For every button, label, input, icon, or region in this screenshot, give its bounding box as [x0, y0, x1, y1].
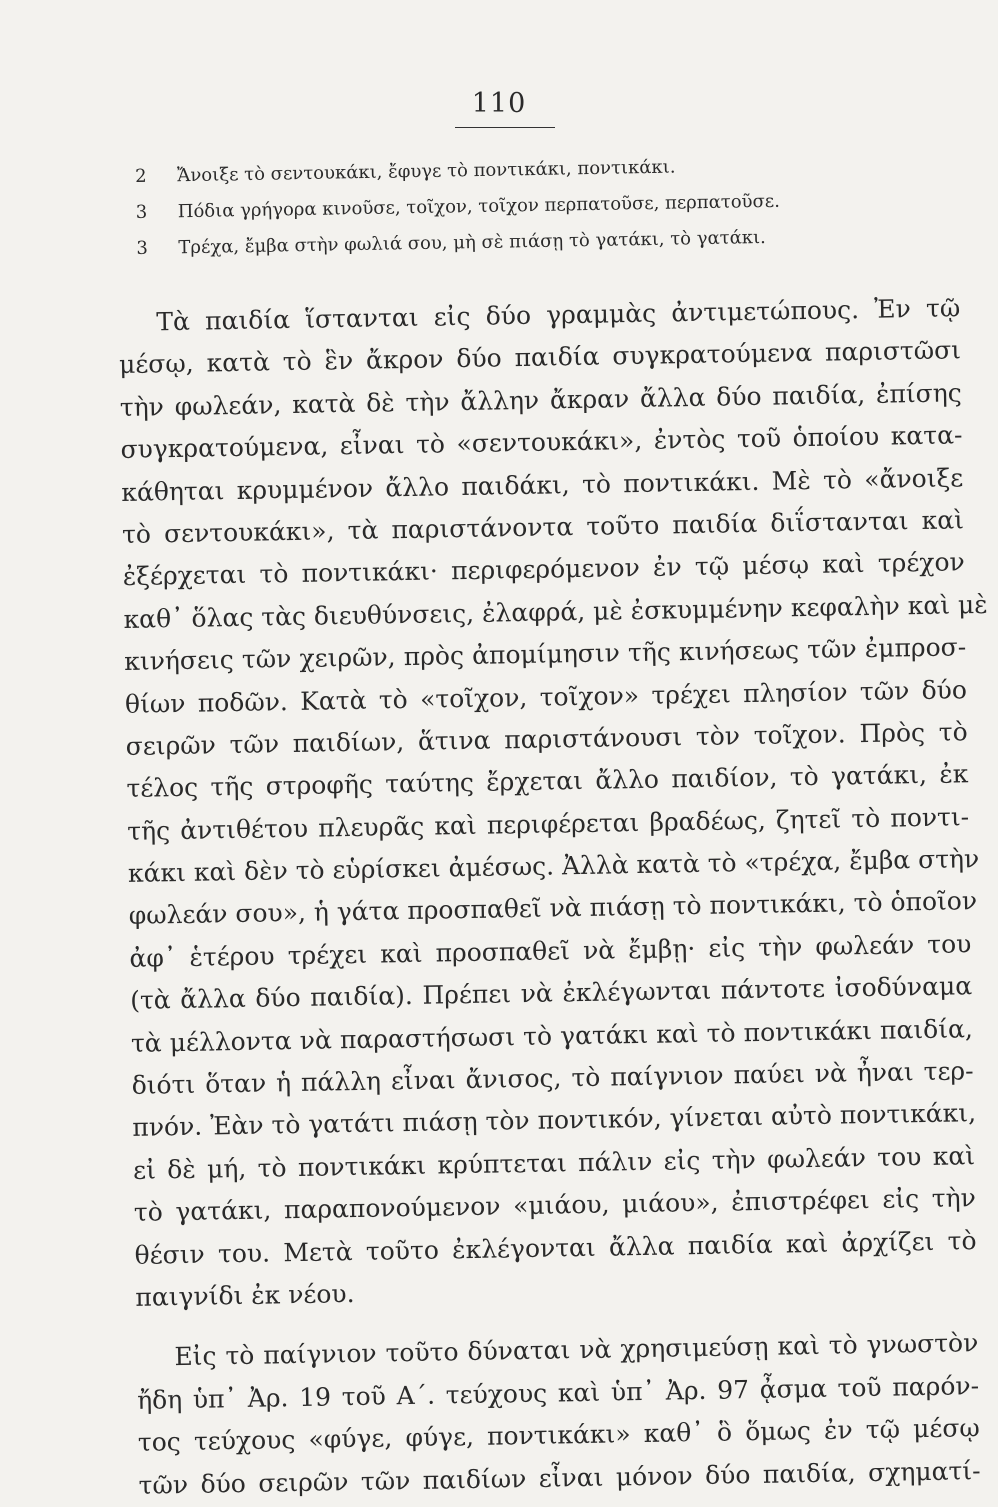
- text-line: τὴν φωλεάν, κατὰ δὲ τὴν ἄλλην ἄκραν ἄλλα δύο παιδία, ἐπίσης: [119, 378, 962, 422]
- page-number: 110: [471, 88, 527, 119]
- text-line: μέσῳ, κατὰ τὸ ἓν ἄκρον δύο παιδία συγκρατούμενα παριστῶσι: [118, 335, 962, 380]
- text-line: παιγνίδι ἐκ νέου.: [135, 1279, 355, 1312]
- text-line: θίων ποδῶν. Κατὰ τὸ «τοῖχον, τοῖχον» τρέχει πλησίον τῶν δύο: [124, 674, 968, 719]
- text-line: ἐξέρχεται τὸ ποντικάκι· περιφερόμενον ἐν τῷ μέσῳ καὶ τρέχον: [122, 547, 965, 592]
- text-line: εἰ δὲ μή, τὸ ποντικάκι κρύπτεται πάλιν εἰς τὴν φωλεάν του καὶ: [132, 1140, 976, 1185]
- verse-text: Πόδια γρήγορα κινοῦσε, τοῖχον, τοῖχον περπατοῦσε, περπατοῦσε.: [177, 190, 781, 223]
- text-line: τέλος τῆς στροφῆς ταύτης ἔρχεται ἄλλο παιδίον, τὸ γατάκι, ἐκ: [126, 759, 969, 804]
- text-line: Εἰς τὸ παίγνιον τοῦτο δύναται νὰ χρησιμεύσῃ καὶ τὸ γνωστὸν: [174, 1328, 979, 1372]
- text-line: (τὰ ἄλλα δύο παιδία). Πρέπει νὰ ἐκλέγωνται πάντοτε ἰσοδύναμα: [129, 971, 973, 1016]
- text-line: συγκρατούμενα, εἶναι τὸ «σεντουκάκι», ἐντὸς τοῦ ὁποίου κατα-: [120, 420, 963, 465]
- verse-text: Τρέχα, ἔμβα στὴν φωλιά σου, μὴ σὲ πιάσῃ τὸ γατάκι, τὸ γατάκι.: [178, 227, 766, 259]
- text-line: τὰ μέλλοντα νὰ παραστήσωσι τὸ γατάκι καὶ τὸ ποντικάκι παιδία,: [130, 1013, 974, 1058]
- verse-repeat-count: 3: [135, 201, 148, 223]
- text-line: τῶν δύο σειρῶν τῶν παιδίων εἶναι μόνον δύο παιδία, σχηματί-: [138, 1455, 981, 1500]
- page-number-rule: [455, 127, 555, 128]
- verse-repeat-count: 2: [135, 165, 147, 187]
- text-line: κινήσεις τῶν χειρῶν, πρὸς ἀπομίμησιν τῆς κινήσεως τῶν ἐμπροσ-: [124, 632, 967, 677]
- text-line: τῆς ἀντιθέτου πλευρᾶς καὶ περιφέρεται βραδέως, ζητεῖ τὸ ποντι-: [126, 801, 970, 846]
- text-line: τος τεύχους «φύγε, φύγε, ποντικάκι» καθ᾽ ὃ ὅμως ἐν τῷ μέσῳ: [137, 1413, 981, 1457]
- verse-text: Ἄνοιξε τὸ σεντουκάκι, ἔφυγε τὸ ποντικάκι, ποντικάκι.: [176, 156, 676, 187]
- text-line: Τὰ παιδία ἵστανται εἰς δύο γραμμὰς ἀντιμετώπους. Ἐν τῷ: [156, 293, 961, 337]
- text-line: ἀφ᾽ ἑτέρου τρέχει καὶ προσπαθεῖ νὰ ἔμβῃ· εἰς τὴν φωλεάν του: [129, 929, 972, 973]
- text-line: πνόν. Ἐὰν τὸ γατάτι πιάσῃ τὸν ποντικόν, γίνεται αὐτὸ ποντικάκι,: [132, 1098, 977, 1143]
- body-text: [118, 287, 998, 1507]
- text-line: φωλεάν σου», ἡ γάτα προσπαθεῖ νὰ πιάσῃ τὸ ποντικάκι, τὸ ὁποῖον: [128, 886, 978, 931]
- text-line: κάκι καὶ δὲν τὸ εὑρίσκει ἀμέσως. Ἀλλὰ κατὰ τὸ «τρέχα, ἔμβα στὴν: [127, 844, 980, 888]
- text-line: διότι ὅταν ἡ πάλλη εἶναι ἄνισος, τὸ παίγνιον παύει νὰ ἦναι τερ-: [131, 1056, 974, 1100]
- text-line: θέσιν του. Μετὰ τοῦτο ἐκλέγονται ἄλλα παιδία καὶ ἀρχίζει τὸ: [134, 1225, 977, 1270]
- text-line: ἤδη ὑπ᾽ Ἀρ. 19 τοῦ Α΄. τεύχους καὶ ὑπ᾽ Ἀρ. 97 ᾆσμα τοῦ παρόν-: [136, 1370, 980, 1415]
- text-line: σειρῶν τῶν παιδίων, ἅτινα παριστάνουσι τὸν τοῖχον. Πρὸς τὸ: [125, 717, 968, 761]
- text-line: καθ᾽ ὅλας τὰς διευθύνσεις, ἐλαφρά, μὲ ἐσκυμμένην κεφαλὴν καὶ μὲ: [123, 589, 988, 634]
- text-line: τὸ γατάκι, παραπονούμενον «μιάου, μιάου», ἐπιστρέφει εἰς τὴν: [133, 1183, 977, 1228]
- text-line: κάθηται κρυμμένον ἄλλο παιδάκι, τὸ ποντικάκι. Μὲ τὸ «ἄνοιξε: [121, 462, 964, 507]
- song-verses: [135, 154, 837, 274]
- verse-repeat-count: 3: [136, 237, 149, 259]
- text-line: τὸ σεντουκάκι», τὰ παριστάνοντα τοῦτο παιδία διΐστανται καὶ: [121, 505, 965, 549]
